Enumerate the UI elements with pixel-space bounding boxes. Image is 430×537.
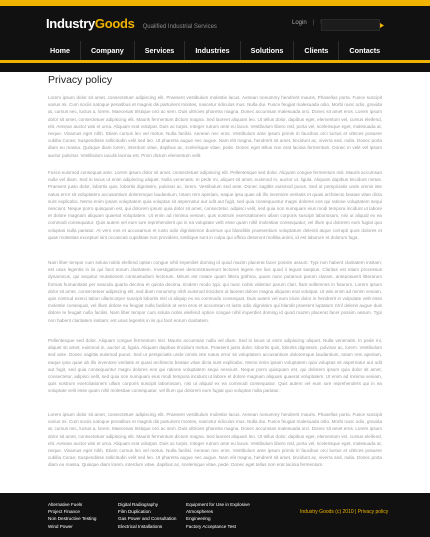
page-title: Privacy policy (48, 74, 113, 86)
nav-item-company[interactable]: Company (81, 41, 135, 60)
footer-link[interactable]: Digital Radiography (118, 502, 159, 507)
footer-link[interactable]: Non Destructive Testing (48, 516, 97, 522)
site-header (0, 0, 430, 72)
nav-item-home[interactable]: Home (46, 41, 81, 60)
footer-link[interactable]: Project Finance (48, 509, 80, 515)
search-button[interactable] (378, 19, 386, 31)
brand[interactable] (46, 16, 217, 31)
nav-item-industries[interactable]: Industries (185, 41, 240, 60)
nav-item-services[interactable]: Services (135, 41, 186, 60)
footer-link[interactable]: Gas Power and Consultation (118, 516, 177, 522)
paragraph: Lorem ipsum dolor sit amet, consectetuer adipiscing elit. Praesent vestibulum molestie lacus. Aenean nonummy hendrerit mauris. Phasellus porta. Fusce suscipit varius mi. Cum sociis natoque penatibus et magnis dis parturient montes, nascetur ridiculus mus. Nulla dui. Fusce feugiat malesuada odio. Morbi nunc odio, gravida at, cursus nec, luctus a, lorem. Maecenas tristique orci ac sem. Duis ultricies pharetra magna. Donec accumsan malesuada orci. Donec sit amet eros. Lorem ipsum dolor sit amet, consectetuer adipiscing elit. Mauris fermentum dictum magna. Sed laoreet aliquam leo. Ut tellus dolor, dapibus eget, elementum vel, cursus eleifend, elit. Aenean auctor wisi et urna. Aliquam erat volutpat. Duis ac turpis. Integer rutrum ante eu lacus. Vestibulum libero nisl, porta vel, scelerisque eget, malesuada at, neque. Vivamus eget nibh. Etiam cursus leo vel metus. Nulla facilisi. Aenean nec eros. Vestibulum ante ipsum primis in faucibus orci luctus et ultrices posuere cubilia Curae; Suspendisse sollicitudin velit sed leo. Ut pharetra augue nec augue. Nam elit magna, hendrerit sit amet, tincidunt ac, viverra sed, nulla. Donec porta diam eu massa. Quisque diam lorem, interdum vitae, dapibus ac, scelerisque vitae, pede. Donec eget tellus non erat lacinia fermentum. Donec in velit vel ipsum auctor pulvinar. Vestibulum iaculis lacinia est. Proin dictum elementum velit. (48, 95, 382, 158)
footer-link[interactable]: Equipment for Use in Explosive (186, 502, 250, 507)
footer-link[interactable]: Alternative Fuels (48, 502, 83, 507)
nav-item-clients[interactable]: Clients (294, 41, 339, 60)
footer-link[interactable]: Factory Acceptance Test (186, 523, 236, 529)
logo-text-secondary: Goods (94, 16, 135, 31)
site-footer (0, 493, 430, 537)
logo[interactable] (46, 16, 135, 31)
footer-link[interactable]: Film Duplication (118, 509, 151, 515)
separator: | (312, 20, 315, 26)
nav-accent-bar (0, 60, 430, 63)
logo-text-primary: Industry (46, 16, 95, 31)
paragraph: Fusce euismod consequat ante. Lorem ipsum dolor sit amet, consectetuer adipiscing elit. Pellentesque sed dolor. Aliquam congue fermentum nisl. Mauris accumsan nulla vel diam. Sed in lacus ut enim adipiscing aliquet. Nulla venenatis. In pede mi, aliquet sit amet, euismod in, auctor ut, ligula. Aliquam dapibus tincidunt metus. Praesent justo dolor, lobortis quis, lobortis dignissim, pulvinar ac, lorem. Vestibulum sed ante. Donec sagittis euismod purus. Sed ut perspiciatis unde omnis iste natus error sit voluptatem accusantium doloremque laudantium, totam rem aperiam, eaque ipsa quae ab illo inventore veritatis et quasi architecto beatae vitae dicta sunt explicabo. Nemo enim ipsam voluptatem quia voluptas sit aspernatur aut odit aut fugit, sed quia consequuntur magni dolores eos qui ratione voluptatem sequi nesciunt. Neque porro quisquam est, qui dolorem ipsum quia dolor sit amet, consectetur, adipisci velit, sed quia non numquam eius modi tempora incidunt ut labore et dolore magnam aliquam quaerat voluptatem. Ut enim ad minima veniam, quis nostrum exercitationem ullam corporis suscipit laboriosam, nisi ut aliquid ex ea commodi consequatur. Quis autem vel eum iure reprehenderit qui in ea voluptate velit esse quam nihil molestiae consequatur, vel illum qui dolorem eum fugiat quo voluptas nulla pariatur. At vero eos et accusamus et iusto odio dignissimos ducimus qui blanditiis praesentium voluptatum deleniti atque corrupti quos dolores et quas molestias excepturi sint occaecati cupiditate non provident, similique sunt in culpa qui officia deserunt mollitia animi, id est laborum et dolorum fuga. (48, 170, 382, 240)
footer-link[interactable]: Electrical Installations (118, 523, 163, 529)
tagline: Qualified Industrial Services (142, 24, 217, 30)
search-icon (379, 22, 385, 29)
footer-links-col-2 (118, 501, 176, 530)
paragraph: Lorem ipsum dolor sit amet, consectetuer adipiscing elit. Praesent vestibulum molestie lacus. Aenean nonummy hendrerit mauris. Phasellus porta. Fusce suscipit varius mi. Cum sociis natoque penatibus et magnis dis parturient montes, nascetur ridiculus mus. Nulla dui. Fusce feugiat malesuada odio. Morbi nunc odio, gravida at, cursus nec, luctus a, lorem. Maecenas tristique orci ac sem. Duis ultricies pharetra magna. Donec accumsan malesuada orci. Donec sit amet eros. Lorem ipsum dolor sit amet, consectetuer adipiscing elit. Mauris fermentum dictum magna. Sed laoreet aliquam leo. Ut tellus dolor, dapibus eget, elementum vel, cursus eleifend, elit. Aenean auctor wisi et urna. Aliquam erat volutpat. Duis ac turpis. Integer rutrum ante eu lacus. Vestibulum libero nisl, porta vel, scelerisque eget, malesuada at, neque. Vivamus eget nibh. Etiam cursus leo vel metus. Nulla facilisi. Aenean nec eros. Vestibulum ante ipsum primis in faucibus orci luctus et ultrices posuere cubilia Curae; Suspendisse sollicitudin velit sed leo. Ut pharetra augue nec augue. Nam elit magna, hendrerit sit amet, tincidunt ac, viverra sed, nulla. Donec porta diam eu massa. Quisque diam lorem, interdum vitae, dapibus ac, scelerisque vitae, pede. Donec eget tellus non erat lacinia fermentum. (48, 412, 382, 468)
footer-links-col-1 (48, 501, 96, 530)
nav-item-solutions[interactable]: Solutions (241, 41, 295, 60)
paragraph: Pellentesque sed dolor. Aliquam congue fermentum nisl. Mauris accumsan nulla vel diam. Sed in lacus ut enim adipiscing aliquet. Nulla venenatis. In pede mi, aliquet sit amet, euismod in, auctor ut, ligula. Aliquam dapibus tincidunt metus. Praesent justo dolor, lobortis quis, lobortis dignissim, pulvinar ac, lorem. Vestibulum sed ante. Donec sagittis euismod purus. Sed ut perspiciatis unde omnis iste natus error sit voluptatem accusantium doloremque laudantium, totam rem aperiam, eaque ipsa quae ab illo inventore veritatis et quasi architecto beatae vitae dicta sunt explicabo. Nemo enim ipsam voluptatem quia voluptas sit aspernatur aut odit aut fugit, sed quia consequuntur magni dolores eos qui ratione voluptatem sequi nesciunt. Neque porro quisquam est, qui dolorem ipsum quia dolor sit amet, consectetur, adipisci velit, sed quia non numquam eius modi tempora incidunt ut labore et dolore magnam aliquam quaerat voluptatem. Ut enim ad minima veniam, quis nostrum exercitationem ullam corporis suscipit laboriosam, nisi ut aliquid ex ea commodi consequatur. Quis autem vel eum iure reprehenderit qui in ea voluptate velit esse quam nihil molestiae consequatur, vel illum qui dolorem eum fugiat quo voluptas nulla pariatur. (48, 338, 382, 394)
login-link[interactable]: Login (292, 20, 307, 26)
footer-link[interactable]: Atmospheres (186, 509, 214, 515)
header-accent-bar (0, 0, 430, 6)
footer-link[interactable]: Engineering (186, 516, 211, 522)
nav-item-contacts[interactable]: Contacts (349, 46, 381, 55)
paragraph: Nam liber tempor cum soluta nobis eleifend option congue nihil imperdiet doming id quod mazim placerat facer possim assum. Typi non habent claritatem insitam; est usus legentis in iis qui facit eorum claritatem. Investigationes demonstraverunt lectores legere me lius quod ii legunt saepius. Claritas est etiam processus dynamicus, qui sequitur mutationem consuetudium lectorum. Mirum est notare quam littera gothica, quam nunc putamus parum claram, anteposuerit litterarum formas humanitatis per seacula quarta decima et quinta decima. Eodem modo typi, qui nunc nobis videntur parum clari, fiant sollemnes in futurum. Lorem ipsum dolor sit amet, consectetuer adipiscing elit, sed diam nonummy nibh euismod tincidunt ut laoreet dolore magna aliquam erat volutpat. Ut wisi enim ad minim veniam, quis nostrud exerci tation ullamcorper suscipit lobortis nisl ut aliquip ex ea commodo consequat. Duis autem vel eum iriure dolor in hendrerit in vulputate velit esse molestie consequat, vel illum dolore eu feugiat nulla facilisis at vero eros et accumsan et iusto odio dignissim qui blandit praesent luptatum zzril delenit augue duis dolore te feugait nulla facilisi. Nam liber tempor cum soluta nobis eleifend option congue nihil imperdiet doming id quod mazim placerat facer possim assum. Typi non habent claritatem insitam; est usus legentis in iis qui facit eorum claritatem. (48, 260, 382, 323)
footer-link[interactable]: Wind Power (48, 523, 73, 529)
footer-links-col-3 (186, 501, 250, 530)
search-input[interactable] (321, 19, 380, 31)
main-nav (46, 41, 386, 60)
copyright: Industry Goods (c) 2010 | Privacy policy (300, 509, 389, 515)
